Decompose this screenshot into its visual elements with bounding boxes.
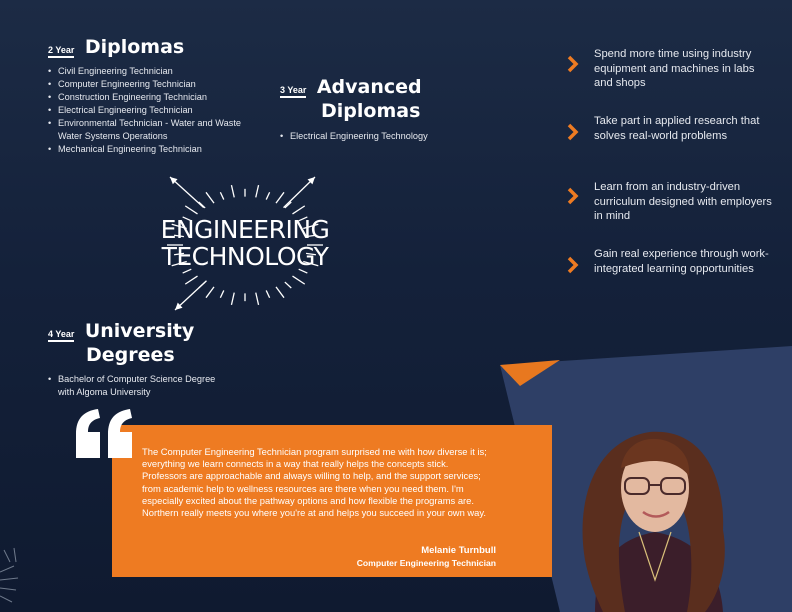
chevron-right-icon: [566, 55, 580, 73]
advanced-section: [280, 76, 422, 99]
advanced-heading-line2: Diplomas: [321, 100, 421, 122]
burst-ray: [185, 276, 197, 284]
student-portrait: [555, 420, 755, 612]
benefit-item-4: Gain real experience through work-integrated learning opportunities: [594, 248, 769, 275]
burst-ray: [231, 185, 234, 197]
burst-ray: [220, 290, 223, 297]
diploma-item: • Construction Engineering Technician: [48, 91, 248, 104]
corner-burst-graphic: [0, 548, 18, 602]
diploma-item: • Computer Engineering Technician: [48, 78, 248, 91]
degrees-list: [48, 373, 218, 399]
advanced-diploma-item: • Electrical Engineering Technology: [280, 130, 470, 143]
burst-ray: [292, 206, 304, 214]
testimonial-role: Computer Engineering Technician: [356, 558, 496, 568]
burst-ray: [266, 290, 269, 297]
diploma-item: • Civil Engineering Technician: [48, 65, 248, 78]
diploma-item: • Electrical Engineering Technician: [48, 104, 248, 117]
testimonial-quote: The Computer Engineering Technician program surprised me with how diverse it is; everything we learn connects in a way that really helps the concepts stick. Professors are approachable and always willing to help, and the support services; from academic help to wellness resources are there when you need them. I'm especially excited about the pathway options and how flexible the programs are. Northern really meets you where you're at and helps you succeed in your own way.: [142, 446, 487, 519]
advanced-list: [280, 130, 470, 143]
burst-ray: [220, 192, 223, 199]
center-title-line1: ENGINEERING: [160, 215, 330, 244]
diploma-item: • Environmental Technician - Water and Waste Water Systems Operations: [48, 117, 248, 143]
diplomas-heading: Diplomas: [84, 36, 185, 58]
burst-ray: [276, 287, 284, 298]
degrees-heading-line1: University: [84, 320, 195, 342]
burst-ray: [266, 192, 269, 199]
degrees-heading-line2: Degrees: [86, 344, 175, 366]
burst-ray: [285, 282, 291, 288]
center-title-line2: TECHNOLOGY: [161, 242, 329, 271]
chevron-right-icon: [566, 123, 580, 141]
burst-ray: [276, 192, 284, 203]
diplomas-years-badge: 2 Year: [48, 45, 74, 58]
chevron-right-icon: [566, 256, 580, 274]
testimonial-name: Melanie Turnbull: [421, 545, 496, 556]
burst-ray: [185, 206, 197, 214]
benefit-item-2: Take part in applied research that solves real-world problems: [594, 115, 760, 142]
chevron-right-icon: [566, 187, 580, 205]
benefit-item-1: Spend more time using industry equipment and machines in labs and shops: [594, 48, 755, 89]
burst-ray: [256, 293, 259, 305]
quote-mark-icon: [74, 408, 136, 460]
benefit-item-3: Learn from an industry-driven curriculum designed with employers in mind: [594, 181, 772, 222]
diplomas-section: [48, 36, 184, 59]
degrees-years-badge: 4 Year: [48, 329, 74, 342]
burst-ray: [231, 293, 234, 305]
burst-ray: [199, 202, 205, 208]
burst-ray: [206, 192, 214, 203]
burst-ray: [206, 287, 214, 298]
diplomas-list: [48, 65, 248, 156]
diploma-item: • Mechanical Engineering Technician: [48, 143, 248, 156]
advanced-years-badge: 3 Year: [280, 85, 306, 98]
center-title: [130, 216, 360, 270]
burst-ray: [256, 185, 259, 197]
burst-ray: [292, 276, 304, 284]
degree-item: • Bachelor of Computer Science Degree with Algoma University: [48, 373, 218, 399]
degrees-section: [48, 320, 194, 343]
advanced-heading-line1: Advanced: [316, 76, 422, 98]
